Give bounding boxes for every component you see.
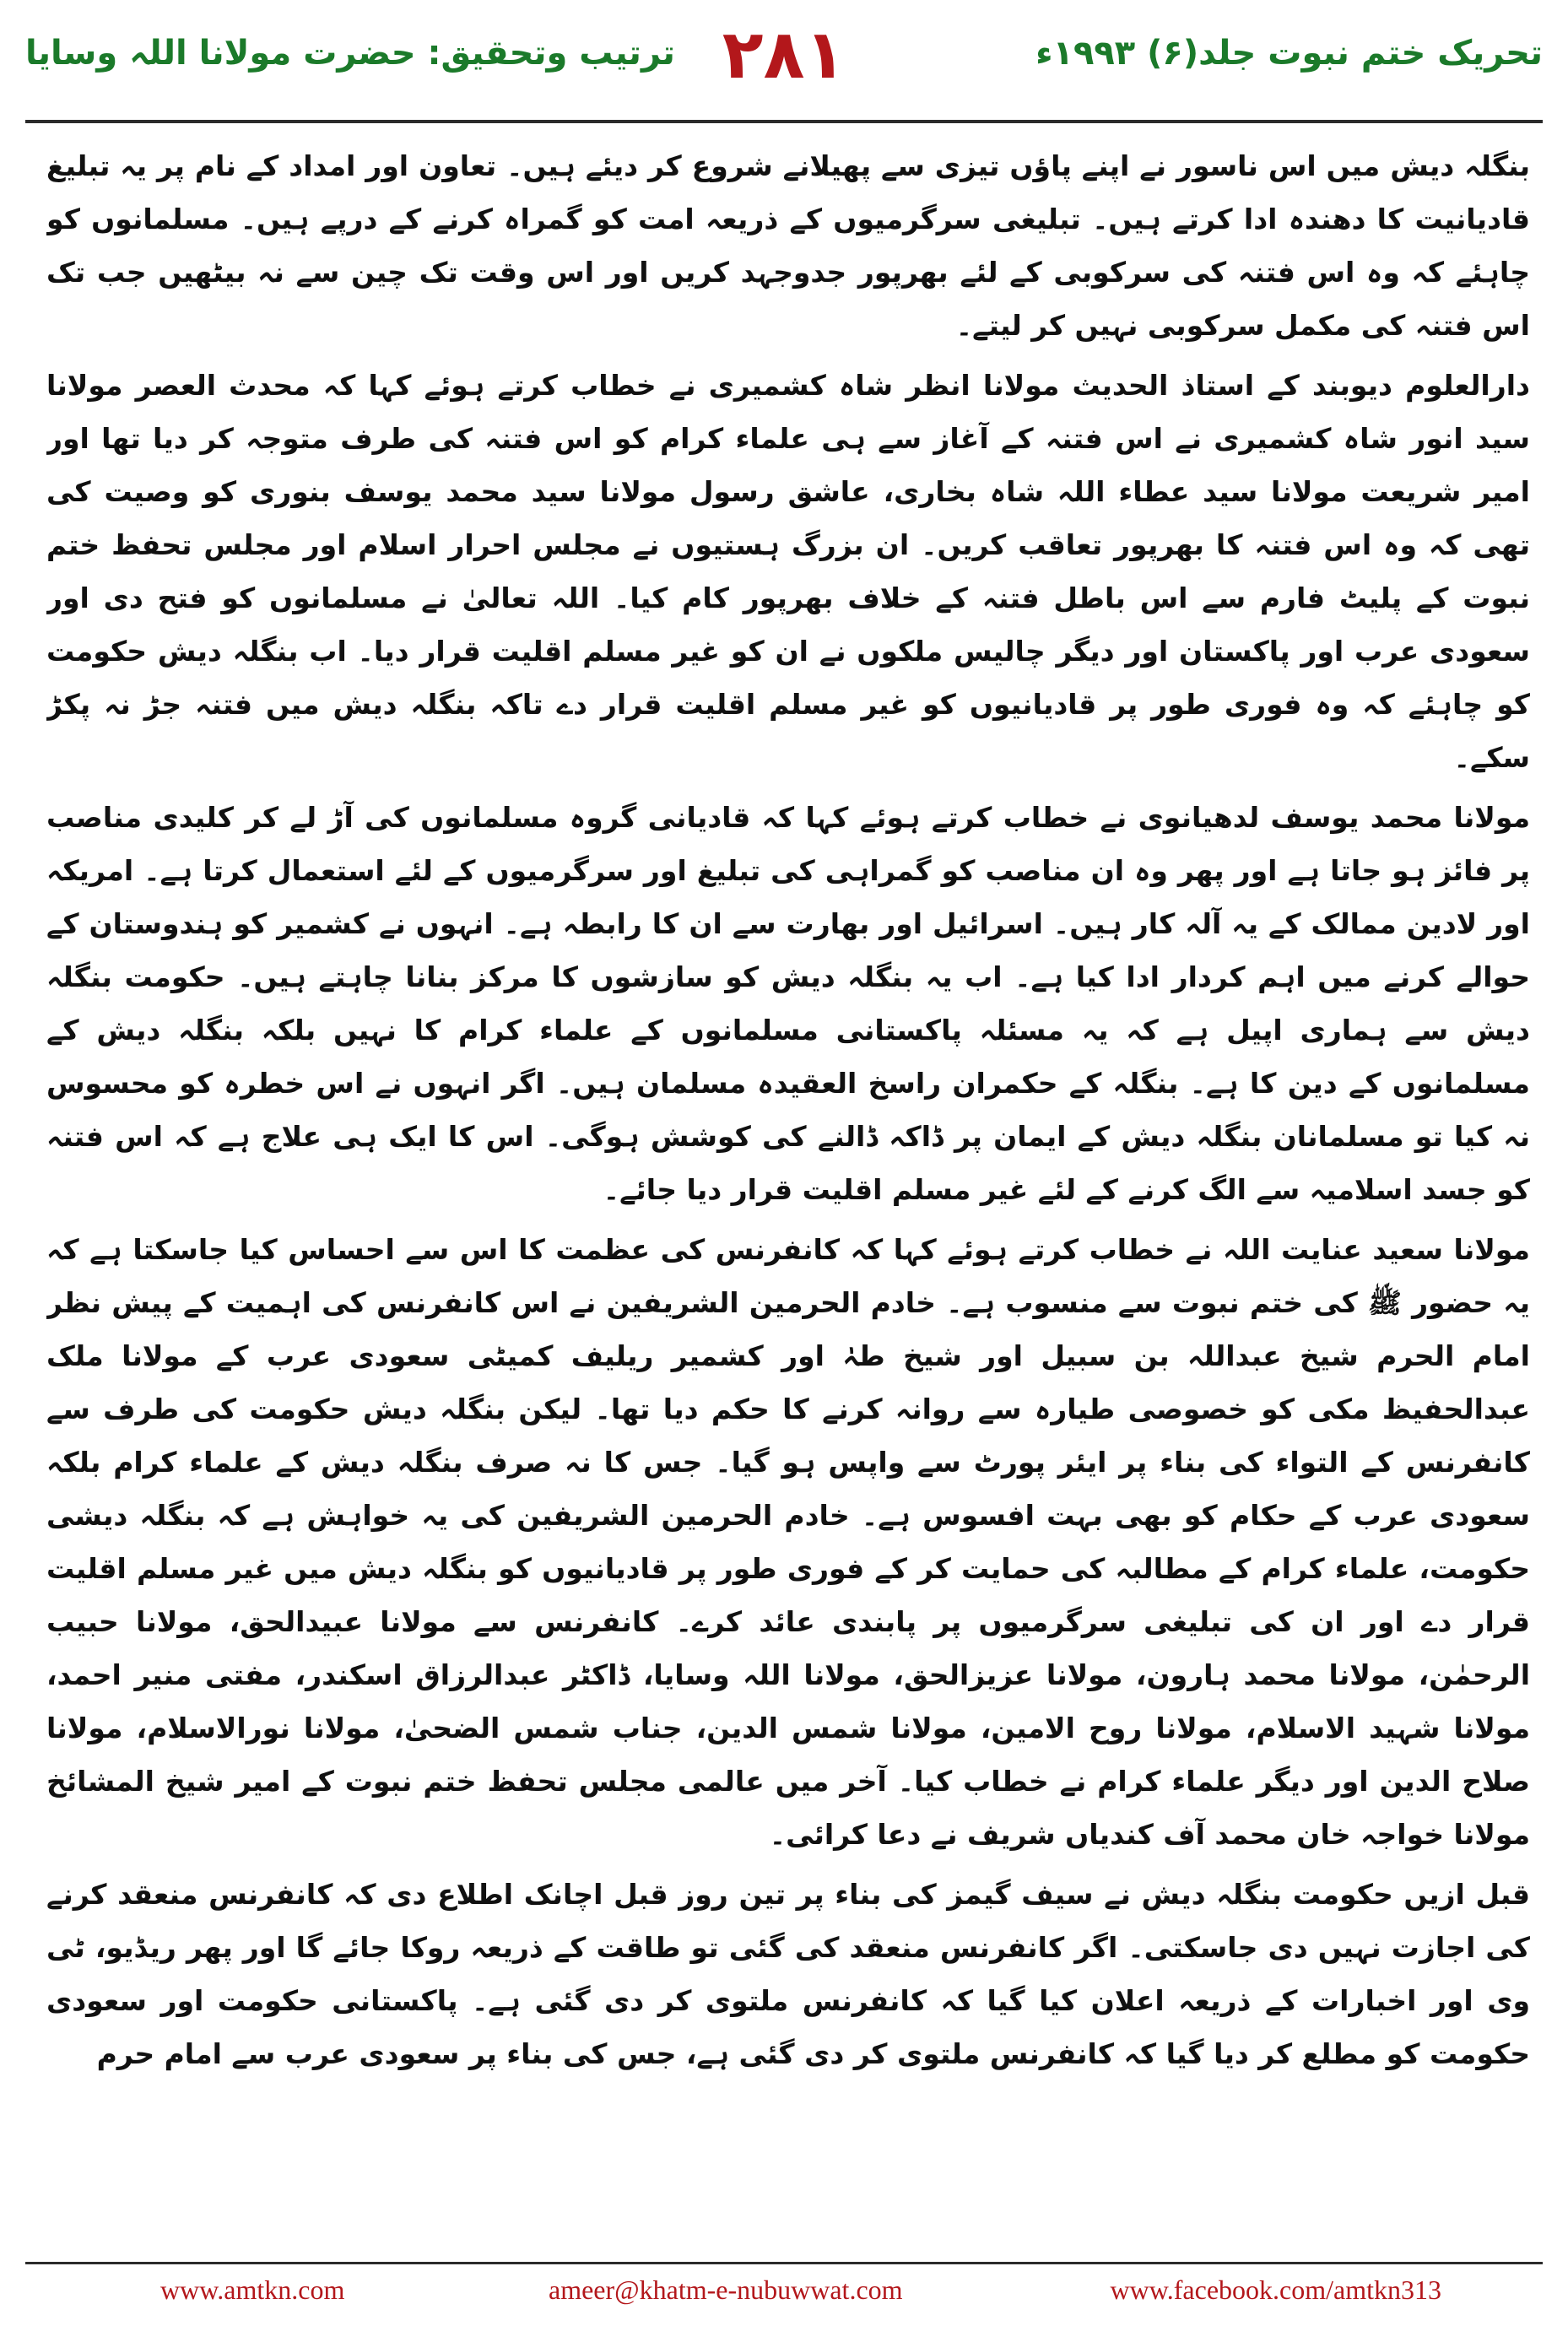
header-divider (25, 120, 1543, 123)
facebook-link[interactable]: www.facebook.com/amtkn313 (1110, 2274, 1441, 2305)
paragraph: مولانا محمد یوسف لدھیانوی نے خطاب کرتے ہوئے کہا کہ قادیانی گروہ مسلمانوں کی آڑ لے کر کلیدی مناصب پر فائز ہو جاتا ہے اور پھر وہ ان مناصب کو گمراہی کی تبلیغ اور سرگرمیوں کے لئے استعمال کرتا ہے۔ امریکہ اور لادین ممالک کے یہ آلہ کار ہیں۔ اسرائیل اور بھارت سے ان کا رابطہ ہے۔ انہوں نے کشمیر کو ہندوستان کے حوالے کرنے میں اہم کردار ادا کیا ہے۔ اب یہ بنگلہ دیش کو سازشوں کا مرکز بنانا چاہتے ہیں۔ حکومت بنگلہ دیش سے ہماری اپیل ہے کہ یہ مسئلہ پاکستانی مسلمانوں کے علماء کرام کا نہیں بلکہ بنگلہ دیش کے مسلمانوں کے دین کا ہے۔ بنگلہ کے حکمران راسخ العقیدہ مسلمان ہیں۔ اگر انہوں نے اس خطرہ کو محسوس نہ کیا تو مسلمانان بنگلہ دیش کے ایمان پر ڈاکہ ڈالنے کی کوشش ہوگی۔ اس کا ایک ہی علاج ہے کہ اس فتنہ کو جسد اسلامیہ سے الگ کرنے کے لئے غیر مسلم اقلیت قرار دیا جائے۔ (46, 801, 1530, 1206)
footer-divider (25, 2262, 1543, 2264)
book-title: تحریک ختم نبوت جلد(۶) ۱۹۹۳ء (1035, 34, 1543, 73)
article-body (46, 139, 1530, 2224)
paragraph: دارالعلوم دیوبند کے استاذ الحدیث مولانا انظر شاہ کشمیری نے خطاب کرتے ہوئے کہا کہ محدث العصر مولانا سید انور شاہ کشمیری نے اس فتنہ کے آغاز سے ہی علماء کرام کو اس فتنہ کی طرف متوجہ کر دیا تھا اور امیر شریعت مولانا سید عطاء اللہ شاہ بخاری، عاشق رسول مولانا سید محمد یوسف بنوری کو وصیت کی تھی کہ وہ اس فتنہ کا بھرپور تعاقب کریں۔ ان بزرگ ہستیوں نے مجلس احرار اسلام اور مجلس تحفظ ختم نبوت کے پلیٹ فارم سے اس باطل فتنہ کے خلاف بھرپور کام کیا۔ اللہ تعالیٰ نے مسلمانوں کو فتح دی اور سعودی عرب اور پاکستان اور دیگر چالیس ملکوں نے ان کو غیر مسلم اقلیت قرار دیا۔ اب بنگلہ دیش حکومت کو چاہئے کہ وہ فوری طور پر قادیانیوں کو غیر مسلم اقلیت قرار دے تاکہ بنگلہ دیش میں فتنہ جڑ نہ پکڑ سکے۔ (46, 369, 1530, 774)
paragraph: قبل ازیں حکومت بنگلہ دیش نے سیف گیمز کی بناء پر تین روز قبل اچانک اطلاع دی کہ کانفرنس منعقد کرنے کی اجازت نہیں دی جاسکتی۔ اگر کانفرنس منعقد کی گئی تو طاقت کے ذریعہ روکا جائے گا اور پھر ریڈیو، ٹی وی اور اخبارات کے ذریعہ اعلان کیا گیا کہ کانفرنس ملتوی کر دی گئی ہے۔ پاکستانی حکومت اور سعودی حکومت کو مطلع کر دیا گیا کہ کانفرنس ملتوی کر دی گئی ہے، جس کی بناء پر سعودی عرب سے امام حرم (46, 1878, 1530, 2070)
page-header (25, 0, 1543, 127)
page-number: ۲۸۱ (722, 15, 846, 94)
compiler-credit: ترتیب وتحقیق: حضرت مولانا اللہ وسایا (25, 34, 675, 73)
email-link[interactable]: ameer@khatm-e-nubuwwat.com (549, 2274, 903, 2305)
website-link[interactable]: www.amtkn.com (160, 2274, 345, 2305)
paragraph: بنگلہ دیش میں اس ناسور نے اپنے پاؤں تیزی سے پھیلانے شروع کر دیئے ہیں۔ تعاون اور امداد کے نام پر یہ تبلیغ قادیانیت کا دھندہ ادا کرتے ہیں۔ تبلیغی سرگرمیوں کے ذریعہ امت کو گمراہ کرنے کے درپے ہیں۔ مسلمانوں کو چاہئے کہ وہ اس فتنہ کی سرکوبی کے لئے بھرپور جدوجہد کریں اور اس وقت تک چین سے نہ بیٹھیں جب تک اس فتنہ کی مکمل سرکوبی نہیں کر لیتے۔ (46, 149, 1530, 342)
page-footer (25, 2270, 1543, 2321)
paragraph: مولانا سعید عنایت اللہ نے خطاب کرتے ہوئے کہا کہ کانفرنس کی عظمت کا اس سے احساس کیا جاسکتا ہے کہ یہ حضور ﷺ کی ختم نبوت سے منسوب ہے۔ خادم الحرمین الشریفین نے اس کانفرنس کی اہمیت کے پیش نظر امام الحرم شیخ عبداللہ بن سبیل اور شیخ طہٰ اور کشمیر ریلیف کمیٹی سعودی عرب کے مولانا ملک عبدالحفیظ مکی کو خصوصی طیارہ سے روانہ کرنے کا حکم دیا تھا۔ لیکن بنگلہ دیش حکومت کی طرف سے کانفرنس کے التواء کی بناء پر ایئر پورٹ سے واپس ہو گیا۔ جس کا نہ صرف بنگلہ دیش کے علماء کرام بلکہ سعودی عرب کے حکام کو بھی بہت افسوس ہے۔ خادم الحرمین الشریفین کی یہ خواہش ہے کہ بنگلہ دیشی حکومت، علماء کرام کے مطالبہ کی حمایت کر کے فوری طور پر قادیانیوں کو بنگلہ دیش میں غیر مسلم اقلیت قرار دے اور ان کی تبلیغی سرگرمیوں پر پابندی عائد کرے۔ کانفرنس سے مولانا عبیدالحق، مولانا حبیب الرحمٰن، مولانا محمد ہارون، مولانا عزیزالحق، مولانا اللہ وسایا، ڈاکٹر عبدالرزاق اسکندر، مفتی منیر احمد، مولانا شہید الاسلام، مولانا روح الامین، مولانا شمس الدین، جناب شمس الضحیٰ، مولانا نورالاسلام، مولانا صلاح الدین اور دیگر علماء کرام نے خطاب کیا۔ آخر میں عالمی مجلس تحفظ ختم نبوت کے امیر شیخ المشائخ مولانا خواجہ خان محمد آف کندیاں شریف نے دعا کرائی۔ (46, 1233, 1530, 1851)
